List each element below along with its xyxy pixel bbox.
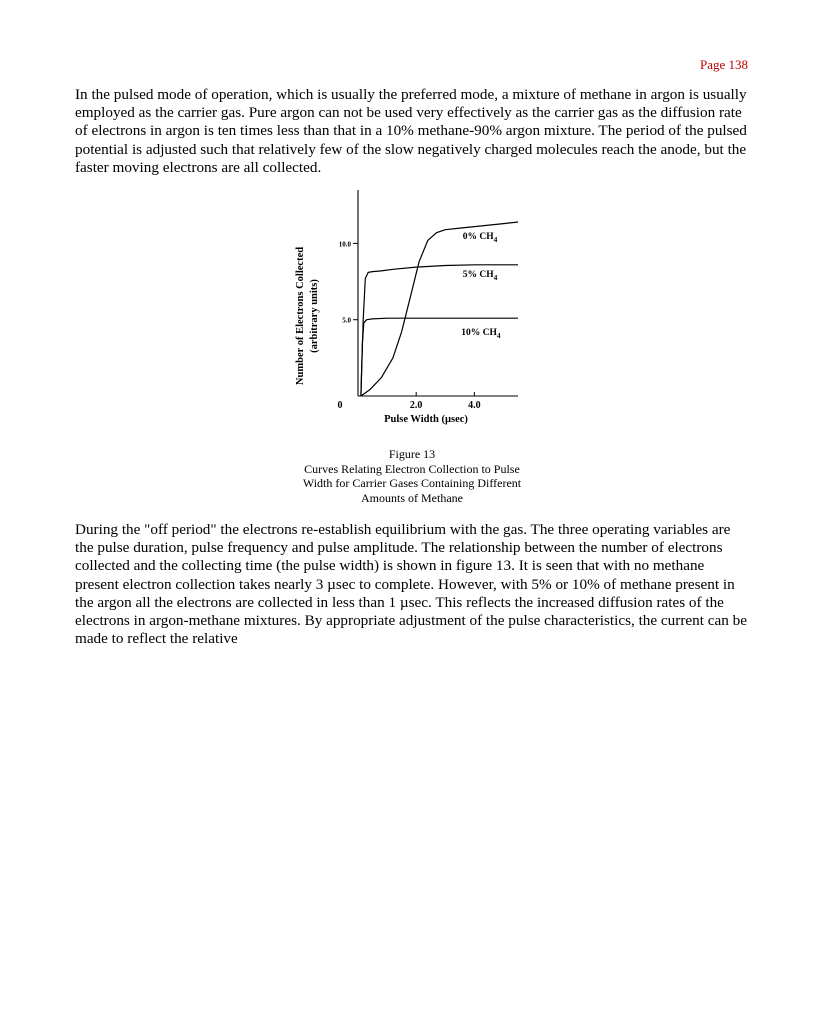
intro-paragraph: In the pulsed mode of operation, which is usually the preferred mode, a mixture of methane in argon is usually employed as the carrier gas. Pure argon can not be used very effectively as the carrier gas as the diffusion rate of electrons in argon is ten times less than that in a 10% methane-90% argon mixture. The period of the pulsed potential is adjusted such that relatively few of the slow negatively charged molecules reach the anode, but the faster moving electrons are all collected. [75,86,747,176]
page-number: Page 138 [699,57,748,72]
series-label-1: 5% $CH_4$ [462,269,498,282]
x-axis-label: Pulse Width (µsec) [384,414,468,425]
y-axis-label: Number of Electrons Collected [295,246,306,386]
x-tick-label: 2.0 [409,400,423,411]
series-label-0: 0% $CH_4$ [462,231,498,244]
discussion-paragraph: During the "off period" the electrons re-establish equilibrium with the gas. The three operating variables are the pulse duration, pulse frequency and pulse amplitude. The relationship between the number of electrons collected and the collecting time (the pulse width) is shown in figure 13. It is seen that with no methane present electron collection takes nearly 3 µsec to complete. However, with 5% or 10% of methane present in the argon all the electrons are collected in less than 1 µsec. This reflects the increased diffusion rates of the electrons in argon-methane mixtures. By appropriate adjustment of the pulse characteristics, the current can be made to reflect the relative [75,521,747,648]
caption-line: Curves Relating Electron Collection to Pulse [304,461,520,476]
chart-svg [283,190,533,430]
figure-caption [270,447,554,505]
caption-line: Amounts of Methane [361,490,463,505]
x-tick-label: 4.0 [468,400,481,411]
y-tick-label: 5.0 [342,316,351,325]
origin-label: 0 [337,400,343,411]
caption-line: Figure 13 [388,447,436,461]
series-label-2: 10% $CH_4$ [461,327,501,340]
y-axis-label-units: (arbitrary units) [309,279,320,353]
y-tick-label: 10.0 [338,240,351,249]
series-line-0 [361,222,518,396]
caption-line: Width for Carrier Gases Containing Different [302,476,522,490]
figure-13-chart [283,190,533,430]
